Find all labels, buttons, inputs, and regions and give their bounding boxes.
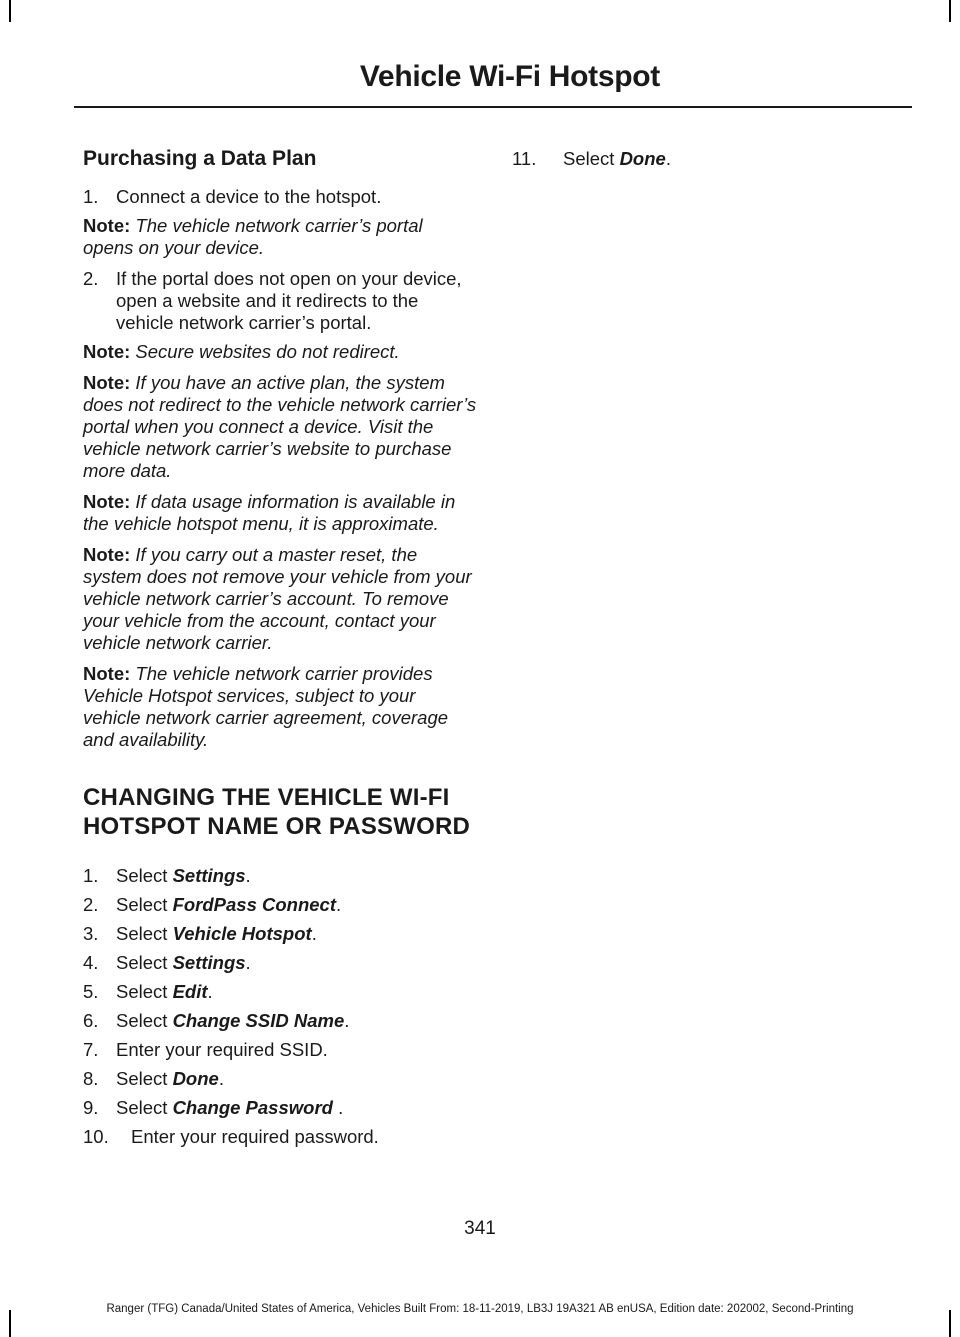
step-number: 6. bbox=[83, 1010, 99, 1031]
list-item bbox=[83, 923, 478, 945]
step-number: 9. bbox=[83, 1097, 99, 1118]
select-word: Select bbox=[116, 1010, 168, 1031]
step-text: Select Done. bbox=[563, 148, 671, 169]
step-text: Select Settings. bbox=[116, 952, 251, 973]
list-item bbox=[83, 894, 478, 916]
select-word: Select bbox=[116, 981, 168, 1002]
note-label: Note: bbox=[83, 215, 131, 236]
list-item bbox=[83, 186, 478, 208]
select-word: Select bbox=[116, 952, 168, 973]
menu-option: Change Password bbox=[172, 1097, 333, 1118]
list-item bbox=[512, 148, 907, 170]
step-number: 2. bbox=[83, 894, 99, 915]
select-word: Select bbox=[116, 923, 168, 944]
list-item bbox=[83, 981, 478, 1003]
step-text: Connect a device to the hotspot. bbox=[116, 186, 382, 207]
note-label: Note: bbox=[83, 341, 131, 362]
list-item bbox=[83, 1097, 478, 1119]
select-word: Select bbox=[116, 865, 168, 886]
note-text: If you have an active plan, the system does not redirect to the vehicle network carrier’s portal when you connect a device. Visit the vehicle network carrier’s website to purchase more data. bbox=[83, 372, 477, 481]
step-number: 7. bbox=[83, 1039, 99, 1060]
note bbox=[83, 215, 478, 259]
select-word: Select bbox=[116, 894, 168, 915]
step-text: Select Settings. bbox=[116, 865, 251, 886]
purchasing-heading: Purchasing a Data Plan bbox=[83, 147, 317, 170]
step-number: 3. bbox=[83, 923, 99, 944]
note bbox=[83, 663, 478, 751]
step-number: 11. bbox=[512, 148, 537, 169]
header-rule bbox=[74, 106, 912, 108]
note-text: Secure websites do not redirect. bbox=[135, 341, 400, 362]
step-text: If the portal does not open on your device, open a website and it redirects to the vehicle network carrier’s portal. bbox=[116, 268, 462, 333]
menu-option: Done bbox=[619, 148, 666, 169]
note-label: Note: bbox=[83, 491, 131, 512]
menu-option: Change SSID Name bbox=[172, 1010, 345, 1031]
menu-option: Done bbox=[172, 1068, 219, 1089]
note-label: Note: bbox=[83, 544, 131, 565]
step-number: 2. bbox=[83, 268, 99, 289]
step-text: Select Change Password . bbox=[116, 1097, 344, 1118]
select-word: Select bbox=[116, 1068, 168, 1089]
list-item bbox=[83, 952, 478, 974]
menu-option: Edit bbox=[172, 981, 208, 1002]
step-number: 10. bbox=[83, 1126, 109, 1147]
step-number: 5. bbox=[83, 981, 99, 1002]
list-item bbox=[83, 268, 478, 334]
step-text: Select Edit. bbox=[116, 981, 213, 1002]
note bbox=[83, 491, 478, 535]
changing-steps bbox=[83, 865, 478, 1148]
step-number: 4. bbox=[83, 952, 99, 973]
crop-mark-top-right bbox=[949, 0, 951, 22]
step-text: Enter your required password. bbox=[131, 1126, 379, 1147]
note bbox=[83, 341, 478, 363]
note-label: Note: bbox=[83, 372, 131, 393]
list-item bbox=[83, 865, 478, 887]
step-text: Select FordPass Connect. bbox=[116, 894, 342, 915]
note-label: Note: bbox=[83, 663, 131, 684]
note-text: The vehicle network carrier’s portal opens on your device. bbox=[83, 215, 423, 258]
step-number: 1. bbox=[83, 865, 99, 886]
page-title: Vehicle Wi-Fi Hotspot bbox=[359, 60, 660, 93]
step-number: 8. bbox=[83, 1068, 99, 1089]
list-item bbox=[83, 1068, 478, 1090]
note-text: The vehicle network carrier provides Vehicle Hotspot services, subject to your vehicle network carrier agreement, coverage and availability. bbox=[83, 663, 449, 750]
step-number: 1. bbox=[83, 186, 99, 207]
list-item bbox=[83, 1010, 478, 1032]
step-text: Select Done. bbox=[116, 1068, 224, 1089]
right-column bbox=[512, 144, 907, 177]
menu-option: Vehicle Hotspot bbox=[172, 923, 312, 944]
note bbox=[83, 544, 478, 654]
step-text: Select Change SSID Name. bbox=[116, 1010, 350, 1031]
footer-text: Ranger (TFG) Canada/United States of America, Vehicles Built From: 18-11-2019, LB3J 19A321 AB enUSA, Edition date: 202002, Second-Printing bbox=[106, 1303, 854, 1315]
menu-option: FordPass Connect bbox=[172, 894, 337, 915]
menu-option: Settings bbox=[172, 865, 246, 886]
step-text: Select Vehicle Hotspot. bbox=[116, 923, 317, 944]
changing-heading: CHANGING THE VEHICLE WI-FI HOTSPOT NAME OR PASSWORD bbox=[83, 784, 471, 840]
step-text: Enter your required SSID. bbox=[116, 1039, 328, 1060]
select-word: Select bbox=[116, 1097, 168, 1118]
left-column bbox=[83, 144, 478, 1155]
note-text: If data usage information is available in the vehicle hotspot menu, it is approximate. bbox=[83, 491, 456, 534]
note-text: If you carry out a master reset, the system does not remove your vehicle from your vehicle network carrier’s account. To remove your vehicle from the account, contact your vehicle network carrier. bbox=[83, 544, 472, 653]
note bbox=[83, 372, 478, 482]
list-item bbox=[83, 1039, 478, 1061]
select-word: Select bbox=[563, 148, 615, 169]
list-item bbox=[83, 1126, 478, 1148]
menu-option: Settings bbox=[172, 952, 246, 973]
page-number: 341 bbox=[464, 1218, 496, 1239]
crop-mark-top-left bbox=[9, 0, 11, 22]
